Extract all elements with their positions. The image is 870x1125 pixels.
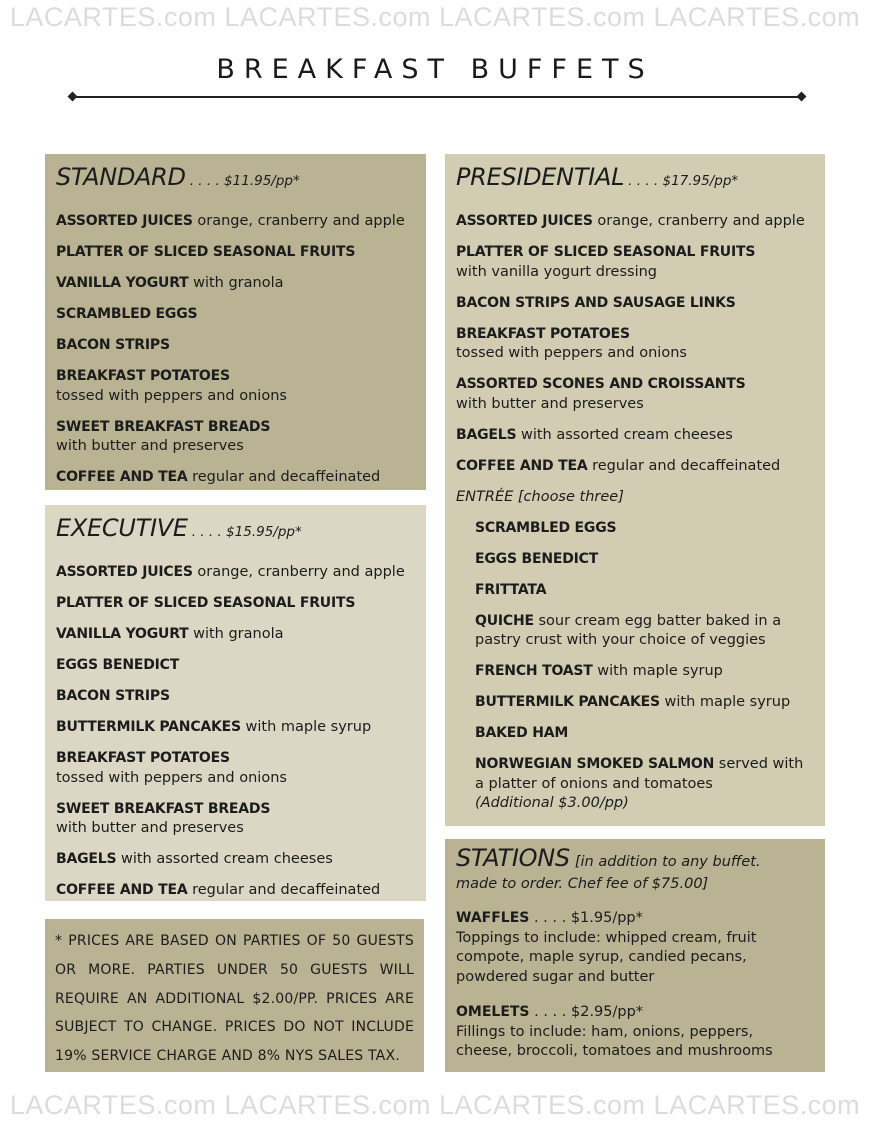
menu-item: [56, 418, 414, 457]
menu-item-name: PLATTER OF SLICED SEASONAL FRUITS: [56, 244, 356, 260]
menu-item-name: ASSORTED JUICES: [56, 564, 193, 580]
menu-item-name: BACON STRIPS AND SAUSAGE LINKS: [456, 294, 736, 311]
menu-item: [475, 581, 813, 601]
stations-subtitle-1: [in addition to any buffet.: [574, 854, 761, 870]
menu-item: [475, 693, 813, 713]
menu-item-name: BAKED HAM: [475, 725, 569, 741]
menu-item: [456, 243, 813, 282]
presidential-buffet-panel: [445, 154, 825, 826]
menu-item-name: VANILLA YOGURT: [56, 275, 189, 291]
menu-item: [56, 212, 414, 232]
menu-item: [56, 881, 414, 901]
menu-item: [56, 687, 414, 707]
menu-item-name: FRITTATA: [475, 581, 547, 598]
presidential-header: [456, 162, 813, 196]
menu-item-name: SWEET BREAKFAST BREADS: [56, 800, 271, 817]
station-item-price: . . . . $2.95/pp*: [529, 1004, 644, 1020]
station-item-description: Fillings to include: ham, onions, peppers, cheese, broccoli, tomatoes and mushrooms: [456, 1023, 773, 1059]
menu-item-name: COFFEE AND TEA: [56, 882, 188, 898]
menu-item: [56, 850, 414, 870]
executive-items: [56, 563, 414, 901]
menu-item-name: SCRAMBLED EGGS: [56, 306, 198, 322]
standard-price: . . . . $11.95/pp*: [189, 173, 300, 189]
menu-item: [475, 519, 813, 539]
menu-item-name: QUICHE: [475, 612, 534, 629]
station-item: [456, 909, 813, 987]
menu-item-name: VANILLA YOGURT: [56, 626, 189, 642]
menu-item-name: SWEET BREAKFAST BREADS: [56, 418, 271, 435]
menu-item: [56, 367, 414, 406]
menu-item-description: with maple syrup: [240, 719, 372, 735]
station-item-price: . . . . $1.95/pp*: [529, 910, 643, 926]
station-item-name: WAFFLES: [456, 910, 530, 926]
watermark-top: LACARTES.com LACARTES.com LACARTES.com LACARTES.com: [9, 2, 861, 32]
menu-item-name: SCRAMBLED EGGS: [475, 519, 617, 536]
menu-item-description: served with a platter of onions and tomatoes: [475, 756, 804, 792]
menu-item-description: tossed with peppers and onions: [56, 387, 287, 404]
executive-buffet-panel: [45, 505, 426, 901]
standard-buffet-panel: [45, 154, 426, 490]
menu-item-description: with butter and preserves: [56, 820, 244, 836]
menu-item-name: NORWEGIAN SMOKED SALMON: [475, 756, 715, 772]
presidential-name: PRESIDENTIAL: [456, 163, 625, 191]
pricing-note-panel: [45, 919, 424, 1072]
menu-item: [475, 724, 813, 744]
menu-item-name: ASSORTED JUICES: [56, 213, 193, 229]
menu-item: [56, 305, 414, 325]
menu-item-name: EGGS BENEDICT: [56, 657, 180, 673]
menu-item-description: orange, cranberry and apple: [192, 213, 405, 229]
menu-item: [56, 749, 414, 788]
standard-name: STANDARD: [56, 163, 186, 191]
menu-item: [456, 325, 813, 364]
menu-item-description: orange, cranberry and apple: [592, 213, 805, 229]
menu-item-name: BREAKFAST POTATOES: [56, 368, 230, 384]
stations-subtitle-2: made to order. Chef fee of $75.00]: [456, 876, 709, 892]
menu-item-description: tossed with peppers and onions: [56, 769, 287, 786]
menu-item-description: regular and decaffeinated: [187, 882, 381, 898]
menu-item: [56, 625, 414, 645]
station-item: [456, 1003, 813, 1062]
menu-item-name: FRENCH TOAST: [475, 663, 593, 679]
menu-item: [56, 468, 414, 488]
menu-item-name: ASSORTED JUICES: [456, 213, 593, 229]
entree-items: [456, 519, 813, 814]
standard-header: [56, 162, 414, 196]
executive-header: [56, 513, 414, 547]
stations-items: [456, 909, 813, 1062]
menu-item-name: PLATTER OF SLICED SEASONAL FRUITS: [56, 595, 356, 611]
menu-item: [56, 336, 414, 356]
menu-item-name: BAGELS: [456, 426, 517, 443]
menu-item-description: with maple syrup: [592, 663, 723, 679]
menu-item: [456, 212, 813, 232]
station-item-description: Toppings to include: whipped cream, fruit compote, maple syrup, candied pecans, powdered sugar and butter: [456, 929, 757, 985]
watermark-bottom: LACARTES.com LACARTES.com LACARTES.com LACARTES.com: [9, 1090, 861, 1120]
menu-item: [475, 755, 813, 814]
entree-label: ENTRÉE [choose three]: [456, 488, 624, 505]
menu-item: [456, 375, 813, 414]
standard-items: [56, 212, 414, 488]
stations-header: [456, 844, 813, 895]
menu-item-name: BACON STRIPS: [56, 337, 170, 353]
menu-item-name: PLATTER OF SLICED SEASONAL FRUITS: [456, 244, 756, 260]
menu-item-description: regular and decaffeinated: [187, 469, 381, 485]
menu-item-description: with granola: [188, 275, 284, 291]
stations-panel: [445, 839, 825, 1072]
menu-item: [475, 662, 813, 682]
menu-item-description: tossed with peppers and onions: [456, 345, 687, 361]
menu-item-name: BAGELS: [56, 851, 117, 867]
menu-item: [56, 656, 414, 676]
menu-item-description: orange, cranberry and apple: [192, 564, 405, 580]
menu-item-name: BUTTERMILK PANCAKES: [475, 694, 660, 710]
menu-item: [56, 563, 414, 583]
menu-item-name: EGGS BENEDICT: [475, 550, 599, 567]
menu-item-surcharge: (Additional $3.00/pp): [475, 795, 629, 811]
menu-item-name: BREAKFAST POTATOES: [56, 750, 230, 766]
menu-item-name: COFFEE AND TEA: [456, 457, 588, 474]
title-divider: [72, 96, 802, 98]
presidential-items: [456, 212, 813, 476]
menu-item: [56, 594, 414, 614]
menu-item-name: BACON STRIPS: [56, 688, 170, 704]
menu-item: [56, 274, 414, 294]
menu-item: [56, 243, 414, 263]
page-title: BREAKFAST BUFFETS: [216, 54, 654, 85]
menu-item-description: with maple syrup: [659, 694, 791, 710]
menu-item: [475, 612, 813, 651]
menu-item-description: with butter and preserves: [456, 395, 644, 412]
menu-item: [456, 457, 813, 477]
menu-item: [456, 294, 813, 314]
menu-item-description: with vanilla yogurt dressing: [456, 263, 658, 280]
menu-item-name: COFFEE AND TEA: [56, 469, 188, 485]
menu-item-description: with assorted cream cheeses: [116, 851, 333, 867]
menu-item-name: ASSORTED SCONES AND CROISSANTS: [456, 376, 746, 392]
menu-item-description: with butter and preserves: [56, 438, 244, 454]
presidential-price: . . . . $17.95/pp*: [628, 173, 739, 189]
menu-item: [475, 550, 813, 570]
menu-item-name: BREAKFAST POTATOES: [456, 325, 630, 342]
menu-item-description: with assorted cream cheeses: [516, 426, 733, 443]
menu-item: [56, 718, 414, 738]
executive-name: EXECUTIVE: [56, 514, 188, 542]
menu-item: [56, 800, 414, 839]
menu-item-description: sour cream egg batter baked in a pastry crust with your choice of veggies: [475, 612, 782, 648]
executive-price: . . . . $15.95/pp*: [191, 524, 302, 540]
stations-name: STATIONS: [456, 844, 570, 872]
menu-item-description: regular and decaffeinated: [587, 457, 781, 474]
menu-item: [456, 426, 813, 446]
menu-item-name: BUTTERMILK PANCAKES: [56, 719, 241, 735]
pricing-note: * PRICES ARE BASED ON PARTIES OF 50 GUESTS OR MORE. PARTIES UNDER 50 GUESTS WILL REQUIRE AN ADDITIONAL $2.00/PP. PRICES ARE SUBJECT TO CHANGE. PRICES DO NOT INCLUDE 19% SERVICE CHARGE AND 8% NYS SALES TAX.: [55, 933, 414, 1065]
menu-item-description: with granola: [188, 626, 284, 642]
station-item-name: OMELETS: [456, 1004, 530, 1020]
